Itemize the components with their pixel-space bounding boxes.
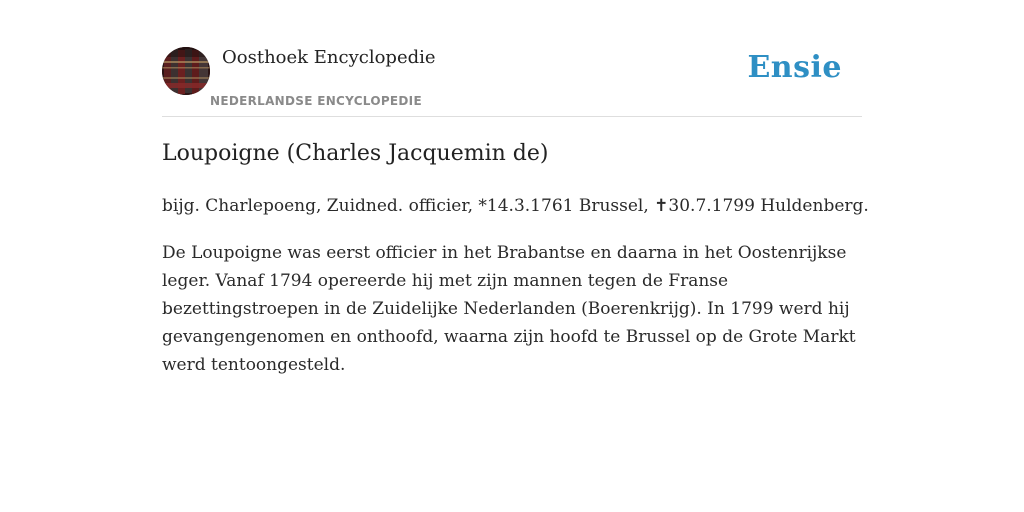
site-subtitle: NEDERLANDSE ENCYCLOPEDIE	[210, 94, 422, 108]
site-name[interactable]: Oosthoek Encyclopedie	[222, 47, 436, 68]
article-subtitle: bijg. Charlepoeng, Zuidned. officier, *14.3.1761 Brussel, ✝30.7.1799 Huldenberg.	[162, 196, 869, 216]
site-header	[162, 47, 862, 117]
brand-logo[interactable]: Ensie	[747, 50, 842, 85]
book-spines-icon[interactable]	[162, 47, 210, 95]
article-body: De Loupoigne was eerst officier in het Brabantse en daarna in het Oostenrijkse leger. Vanaf 1794 opereerde hij met zijn mannen tegen de Franse bezettingstroepen in de Zuidelijke Nederlanden (Boerenkrijg). In 1799 werd hij gevangengenomen en onthoofd, waarna zijn hoofd te Brussel op de Grote Markt werd tentoongesteld.	[162, 243, 856, 375]
article-title: Loupoigne (Charles Jacquemin de)	[162, 141, 549, 166]
